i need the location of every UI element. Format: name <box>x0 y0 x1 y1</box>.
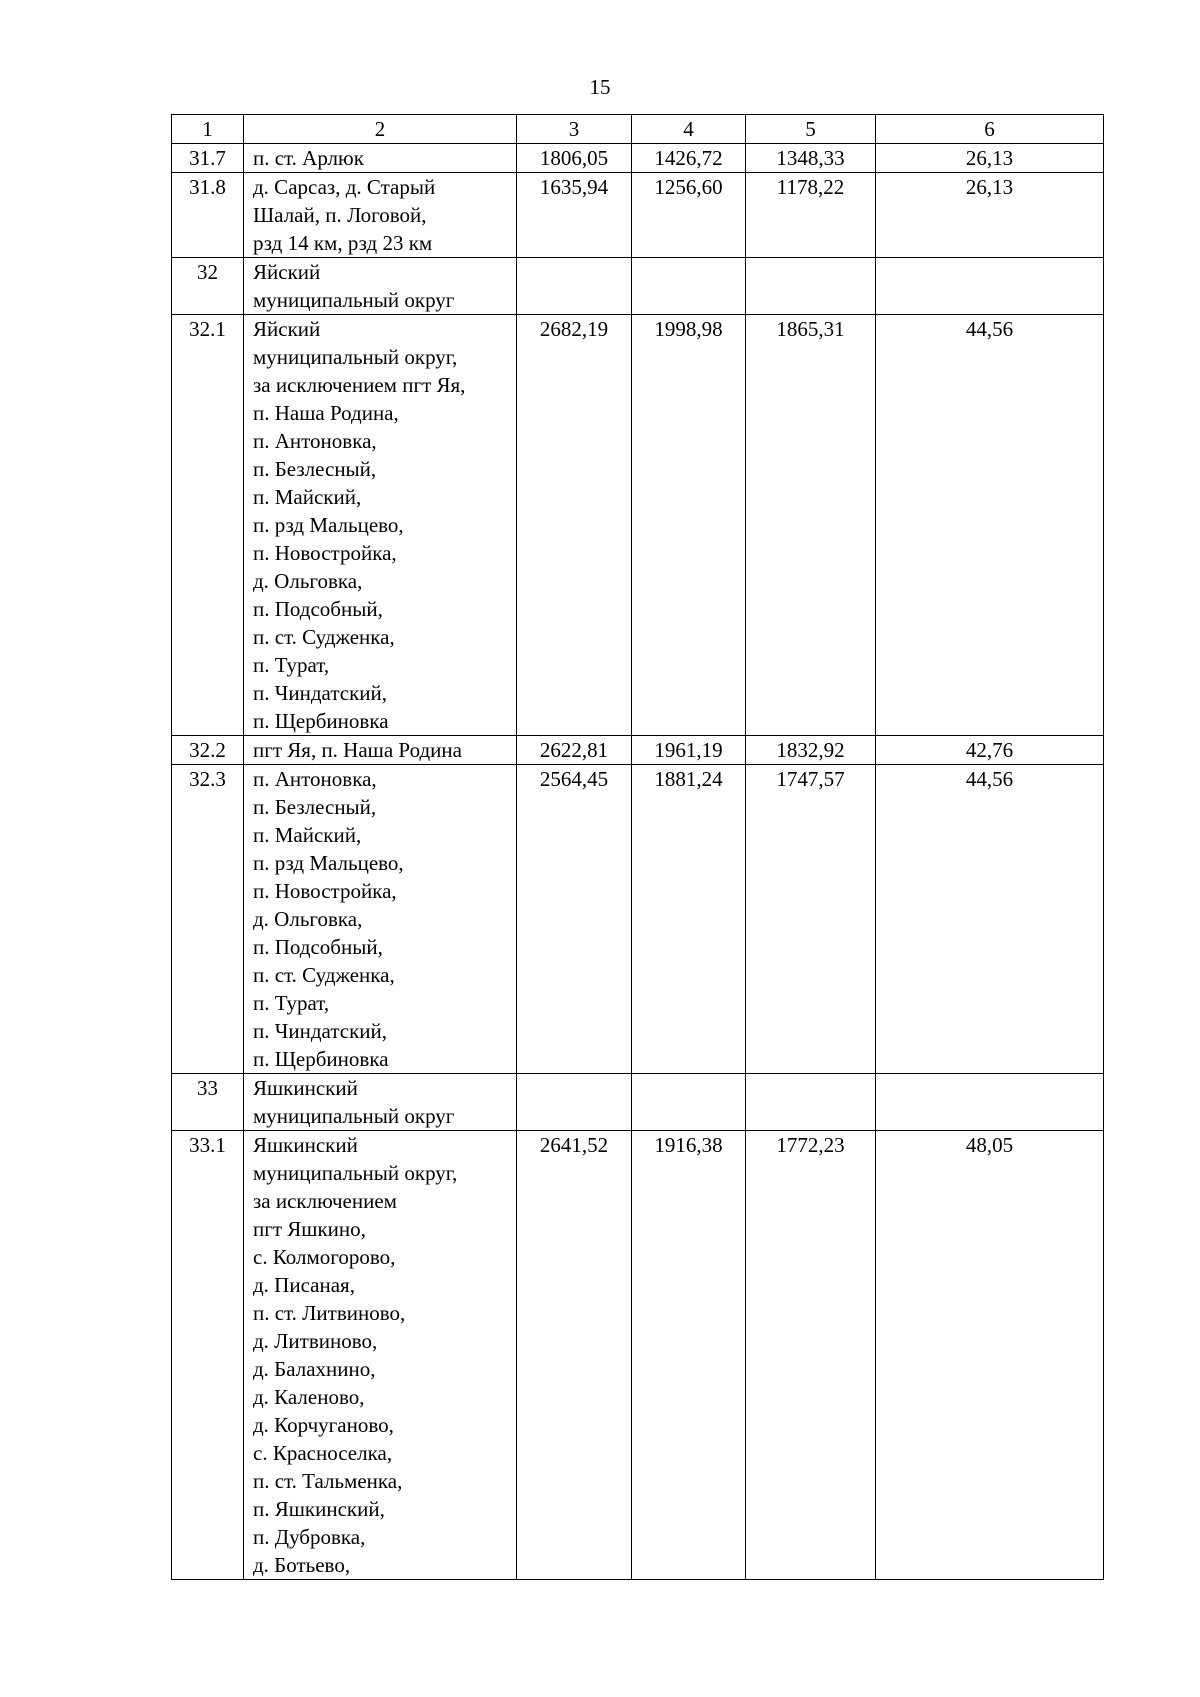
row-number-cell: 31.7 <box>172 144 244 173</box>
locality-cell: пгт Яя, п. Наша Родина <box>244 736 517 765</box>
value-cell-6: 26,13 <box>876 144 1104 173</box>
value-cell-4: 1256,60 <box>632 173 746 258</box>
header-cell: 3 <box>517 115 632 144</box>
value-cell-5: 1865,31 <box>746 315 876 736</box>
header-cell: 2 <box>244 115 517 144</box>
value-cell-3: 1635,94 <box>517 173 632 258</box>
tariff-table <box>171 114 1104 1580</box>
value-cell-4: 1961,19 <box>632 736 746 765</box>
value-cell-3 <box>517 258 632 315</box>
locality-cell: п. ст. Арлюк <box>244 144 517 173</box>
table-row <box>172 1131 1104 1580</box>
value-cell-6: 42,76 <box>876 736 1104 765</box>
header-cell: 5 <box>746 115 876 144</box>
row-number-cell: 33 <box>172 1074 244 1131</box>
value-cell-3: 2682,19 <box>517 315 632 736</box>
header-cell: 1 <box>172 115 244 144</box>
value-cell-3: 1806,05 <box>517 144 632 173</box>
row-number-cell: 32.3 <box>172 765 244 1074</box>
value-cell-5: 1348,33 <box>746 144 876 173</box>
locality-cell: Яшкинский муниципальный округ <box>244 1074 517 1131</box>
value-cell-6: 26,13 <box>876 173 1104 258</box>
header-cell: 4 <box>632 115 746 144</box>
row-number-cell: 31.8 <box>172 173 244 258</box>
table-row <box>172 1074 1104 1131</box>
value-cell-4: 1426,72 <box>632 144 746 173</box>
value-cell-4 <box>632 1074 746 1131</box>
value-cell-6: 44,56 <box>876 315 1104 736</box>
value-cell-5: 1772,23 <box>746 1131 876 1580</box>
value-cell-6: 44,56 <box>876 765 1104 1074</box>
table-row <box>172 736 1104 765</box>
value-cell-4: 1881,24 <box>632 765 746 1074</box>
locality-cell: Яйский муниципальный округ <box>244 258 517 315</box>
value-cell-6 <box>876 258 1104 315</box>
locality-cell: Яшкинский муниципальный округ, за исключением пгт Яшкино, с. Колмогорово, д. Писаная, п. ст. Литвиново, д. Литвиново, д. Балахнино, д. Каленово, д. Корчуганово, с. Красноселка, п. ст. Тальменка, п. Яшкинский, п. Дубровка, д. Ботьево, <box>244 1131 517 1580</box>
value-cell-5 <box>746 258 876 315</box>
page-number: 15 <box>589 75 611 99</box>
table-row <box>172 315 1104 736</box>
value-cell-5: 1832,92 <box>746 736 876 765</box>
locality-cell: Яйский муниципальный округ, за исключением пгт Яя, п. Наша Родина, п. Антоновка, п. Безлесный, п. Майский, п. рзд Мальцево, п. Новостройка, д. Ольговка, п. Подсобный, п. ст. Судженка, п. Турат, п. Чиндатский, п. Щербиновка <box>244 315 517 736</box>
table-row <box>172 144 1104 173</box>
table-row <box>172 765 1104 1074</box>
value-cell-5 <box>746 1074 876 1131</box>
header-cell: 6 <box>876 115 1104 144</box>
value-cell-5: 1178,22 <box>746 173 876 258</box>
value-cell-4: 1916,38 <box>632 1131 746 1580</box>
row-number-cell: 33.1 <box>172 1131 244 1580</box>
locality-cell: д. Сарсаз, д. Старый Шалай, п. Логовой, рзд 14 км, рзд 23 км <box>244 173 517 258</box>
value-cell-3 <box>517 1074 632 1131</box>
value-cell-3: 2622,81 <box>517 736 632 765</box>
value-cell-6: 48,05 <box>876 1131 1104 1580</box>
value-cell-3: 2641,52 <box>517 1131 632 1580</box>
value-cell-6 <box>876 1074 1104 1131</box>
table-row <box>172 258 1104 315</box>
table-header-row <box>172 115 1104 144</box>
value-cell-4 <box>632 258 746 315</box>
row-number-cell: 32 <box>172 258 244 315</box>
row-number-cell: 32.1 <box>172 315 244 736</box>
value-cell-4: 1998,98 <box>632 315 746 736</box>
value-cell-3: 2564,45 <box>517 765 632 1074</box>
row-number-cell: 32.2 <box>172 736 244 765</box>
table-row <box>172 173 1104 258</box>
locality-cell: п. Антоновка, п. Безлесный, п. Майский, п. рзд Мальцево, п. Новостройка, д. Ольговка, п. Подсобный, п. ст. Судженка, п. Турат, п. Чиндатский, п. Щербиновка <box>244 765 517 1074</box>
value-cell-5: 1747,57 <box>746 765 876 1074</box>
